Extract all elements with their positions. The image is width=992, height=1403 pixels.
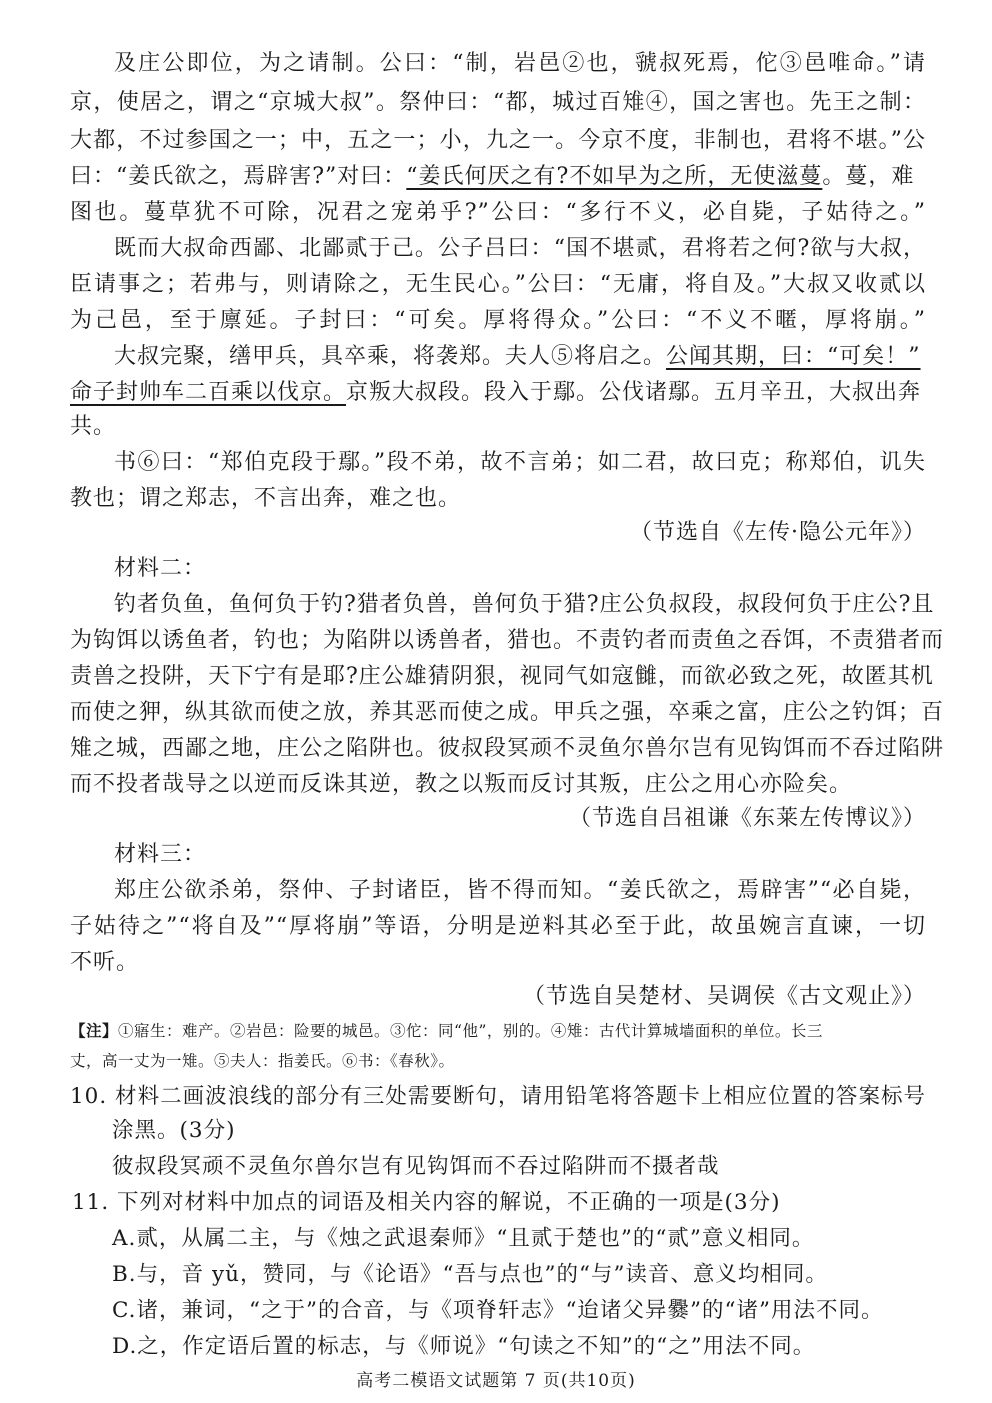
paragraph-line: 既而大叔命西鄙、北鄙贰于己。公子吕曰：“国不堪贰，君将若之何?欲与大叔， — [114, 236, 926, 261]
paragraph-line: 不听。 — [70, 950, 140, 975]
material-heading: 材料二： — [114, 556, 207, 581]
paragraph-line: 教也；谓之郑志，不言出奔，难之也。 — [70, 486, 462, 511]
paragraph-line: 图也。蔓草犹不可除，况君之宠弟乎?”公曰：“多行不义，必自毙，子姑待之。” — [70, 200, 926, 225]
source-citation: （节选自吕祖谦《东莱左传博议》） — [568, 806, 926, 831]
paragraph-line: 郑庄公欲杀弟，祭仲、子封诸臣，皆不得而知。“姜氏欲之，焉辟害”“必自毙， — [114, 878, 926, 903]
option-a: A.贰，从属二主，与《烛之武退秦师》“且贰于楚也”的“贰”意义相同。 — [112, 1226, 815, 1251]
sentence-to-punctuate: 彼叔段冥顽不灵鱼尔兽尔岂有见钩饵而不吞过陷阱而不摄者哉 — [112, 1154, 720, 1179]
source-citation: （节选自《左传·隐公元年》） — [630, 520, 926, 545]
paragraph-line: 京，使居之，谓之“京城大叔”。祭仲曰：“都，城过百雉④，国之害也。先王之制： — [70, 90, 926, 115]
paragraph-line — [114, 340, 926, 374]
text-segment: 曰：“姜氏欲之，焉辟害?”对曰： — [70, 164, 407, 189]
option-d: D.之，作定语后置的标志，与《师说》“句读之不知”的“之”用法不同。 — [112, 1334, 816, 1359]
text-segment: 京叛大叔段。段入于鄢。公伐诸鄢。五月辛丑，大叔出奔 — [346, 380, 922, 405]
note-line — [70, 1018, 926, 1044]
paragraph-line: 大都，不过参国之一；中，五之一；小，九之一。今京不度，非制也，君将不堪。”公 — [70, 128, 926, 153]
question-stem: 11. 下列对材料中加点的词语及相关内容的解说，不正确的一项是(3分) — [72, 1190, 781, 1215]
paragraph-line: 为己邑，至于廪延。子封曰：“可矣。厚将得众。”公曰：“不义不暱，厚将崩。” — [70, 308, 926, 333]
option-c: C.诸，兼词，“之于”的合音，与《项脊轩志》“迨诸父异爨”的“诸”用法不同。 — [112, 1298, 884, 1323]
text-segment: 。蔓，难 — [822, 164, 915, 189]
paragraph-line: 臣请事之；若弗与，则请除之，无生民心。”公曰：“无庸，将自及。”大叔又收贰以 — [70, 272, 926, 297]
underlined-sentence: 公闻其期，曰：“可矣！” — [666, 344, 921, 369]
paragraph-line: 及庄公即位，为之请制。公曰：“制，岩邑②也，虢叔死焉，佗③邑唯命。”请 — [114, 51, 926, 76]
question-stem: 10. 材料二画波浪线的部分有三处需要断句，请用铅笔将答题卡上相应位置的答案标号 — [70, 1084, 926, 1109]
note-text: ①寤生：难产。②岩邑：险要的城邑。③佗：同“他”，别的。④雉：古代计算城墙面积的单位。长三 — [118, 1022, 823, 1040]
source-citation: （节选自吴楚材、吴调侯《古文观止》） — [522, 984, 926, 1009]
paragraph-line: 钓者负鱼，鱼何负于钓?猎者负兽，兽何负于猎?庄公负叔段，叔段何负于庄公?且 — [114, 592, 935, 617]
paragraph-line: 而使之狎，纵其欲而使之放，养其恶而使之成。甲兵之强，卒乘之富，庄公之钓饵；百 — [70, 700, 945, 725]
note-label: 【注】 — [70, 1021, 119, 1040]
paragraph-line: 书⑥曰：“郑伯克段于鄢。”段不弟，故不言弟；如二君，故曰克；称郑伯，讥失 — [114, 450, 926, 475]
paragraph-line — [70, 160, 926, 194]
note-line: 丈，高一丈为一雉。⑤夫人：指姜氏。⑥书：《春秋》。 — [70, 1052, 455, 1070]
paragraph-line: 为钩饵以诱鱼者，钓也；为陷阱以诱兽者，猎也。不责钓者而责鱼之吞饵，不责猎者而 — [70, 628, 945, 653]
underlined-sentence: 命子封帅车二百乘以伐京。 — [70, 380, 347, 405]
option-b: B.与，音 yǔ，赞同，与《论语》“吾与点也”的“与”读音、意义均相同。 — [112, 1262, 828, 1287]
paragraph-line: 责兽之投阱，天下宁有是耶?庄公雄猜阴狠，视同气如寇雠，而欲必致之死，故匿其机 — [70, 664, 934, 689]
page-footer: 高考二模语文试题第 7 页(共10页) — [356, 1371, 636, 1391]
text-segment: 大叔完聚，缮甲兵，具卒乘，将袭郑。夫人⑤将启之。 — [114, 344, 667, 369]
question-stem-continued: 涂黑。(3分) — [112, 1118, 236, 1143]
paragraph-line: 子姑待之”“将自及”“厚将崩”等语，分明是逆料其必至于此，故虽婉言直谏，一切 — [70, 914, 926, 939]
paragraph-line: 而不投者哉导之以逆而反诛其逆，教之以叛而反讨其叛，庄公之用心亦险矣。 — [70, 772, 853, 797]
material-heading: 材料三： — [114, 842, 207, 867]
paragraph-line: 共。 — [70, 414, 117, 439]
underlined-sentence: “姜氏何厌之有?不如早为之所，无使滋蔓 — [406, 164, 823, 189]
paragraph-line — [70, 376, 926, 410]
paragraph-line: 雉之城，西鄙之地，庄公之陷阱也。彼叔段冥顽不灵鱼尔兽尔岂有见钩饵而不吞过陷阱 — [70, 736, 945, 761]
